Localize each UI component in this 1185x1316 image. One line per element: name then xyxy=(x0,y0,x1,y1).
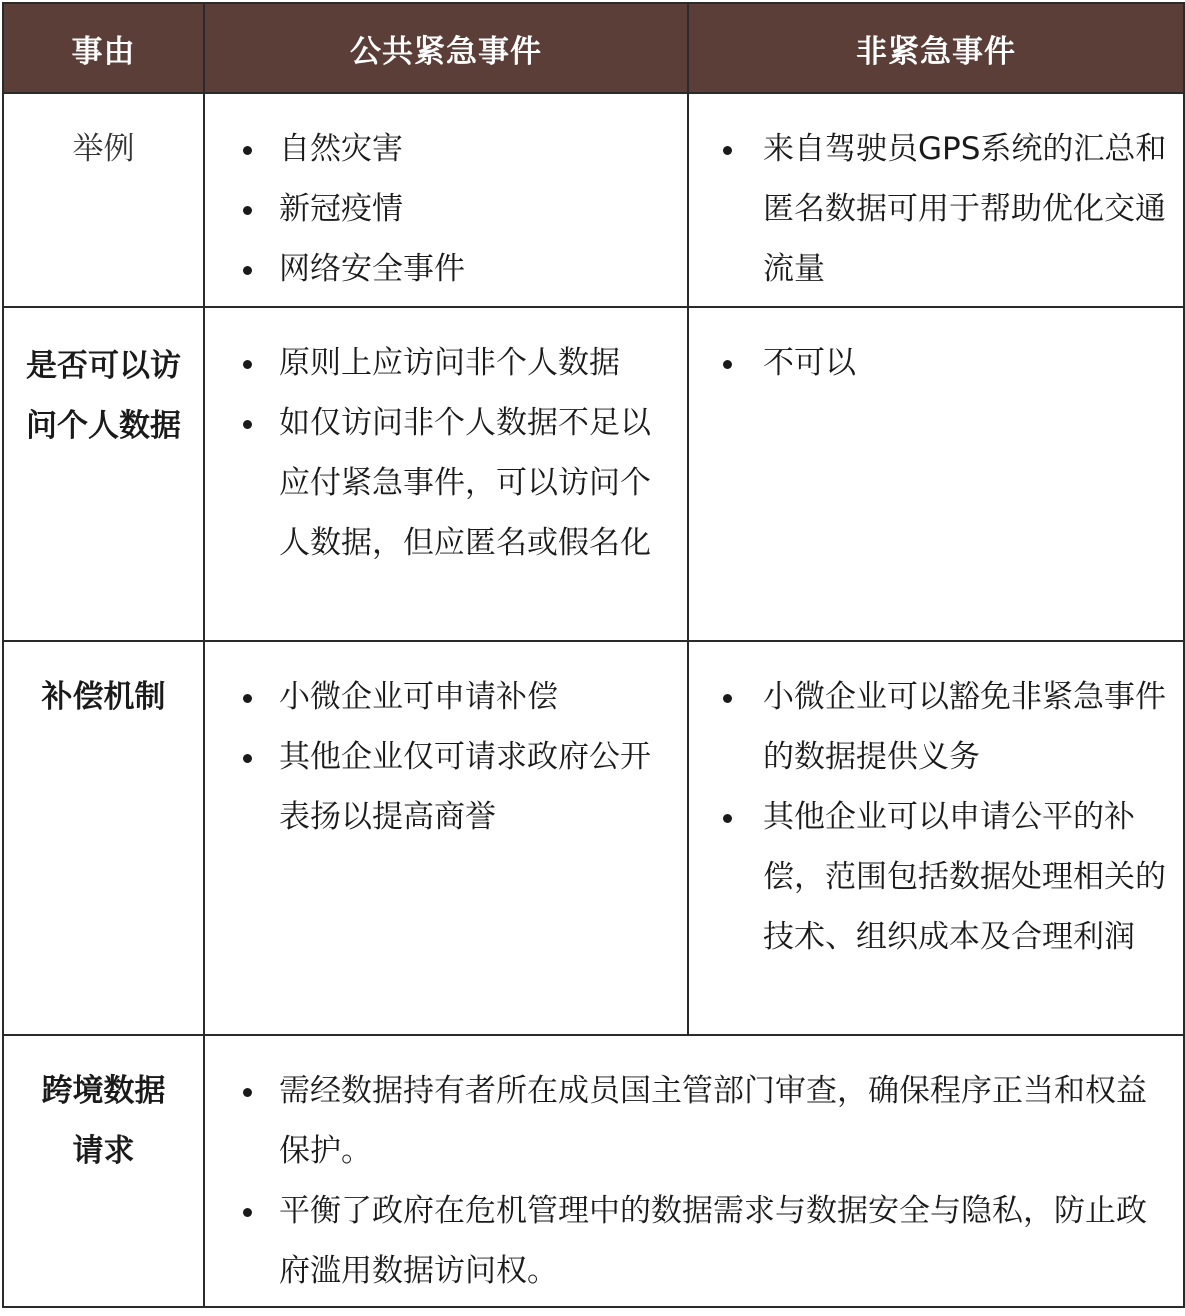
public-cell xyxy=(204,93,688,307)
list-item: 网络安全事件 xyxy=(227,239,657,299)
list-item: 新冠疫情 xyxy=(227,179,657,239)
list-item: 不可以 xyxy=(707,333,1173,393)
public-cell xyxy=(204,307,688,641)
list-item: 自然灾害 xyxy=(227,119,657,179)
header-non-emergency: 非紧急事件 xyxy=(688,3,1184,93)
comparison-table xyxy=(2,2,1185,1308)
list-item: 其他企业仅可请求政府公开表扬以提高商誉 xyxy=(227,727,657,847)
row-label-compensation: 补偿机制 xyxy=(41,679,166,715)
bullet-icon xyxy=(707,787,747,847)
row-examples xyxy=(3,93,1184,307)
bullet-icon xyxy=(227,1061,267,1121)
bullet-icon xyxy=(227,239,267,299)
bullet-list xyxy=(205,1036,1183,1301)
list-item: 平衡了政府在危机管理中的数据需求与数据安全与隐私，防止政府滥用数据访问权。 xyxy=(227,1181,1153,1301)
list-item: 原则上应访问非个人数据 xyxy=(227,333,657,393)
list-item: 如仅访问非个人数据不足以应付紧急事件，可以访问个人数据，但应匿名或假名化 xyxy=(227,393,657,573)
header-row xyxy=(3,3,1184,93)
bullet-icon xyxy=(227,333,267,393)
row-label-cross-border: 跨境数据请求 xyxy=(41,1073,166,1169)
bullet-icon xyxy=(707,333,747,393)
bullet-icon xyxy=(227,667,267,727)
bullet-list xyxy=(205,94,687,299)
row-label-cell xyxy=(3,93,204,307)
bullet-icon xyxy=(227,393,267,453)
row-label-cell xyxy=(3,641,204,1035)
list-item: 小微企业可以豁免非紧急事件的数据提供义务 xyxy=(707,667,1173,787)
public-cell xyxy=(204,641,688,1035)
bullet-list xyxy=(205,642,687,847)
bullet-list xyxy=(689,308,1183,393)
row-label-personal-data: 是否可以访问个人数据 xyxy=(26,348,181,444)
non-emergency-cell xyxy=(688,307,1184,641)
bullet-icon xyxy=(707,667,747,727)
header-public-emergency: 公共紧急事件 xyxy=(204,3,688,93)
row-label-cell xyxy=(3,1035,204,1307)
row-compensation xyxy=(3,641,1184,1035)
list-item: 小微企业可申请补偿 xyxy=(227,667,657,727)
list-item: 其他企业可以申请公平的补偿，范围包括数据处理相关的技术、组织成本及合理利润 xyxy=(707,787,1173,967)
bullet-icon xyxy=(227,727,267,787)
list-item: 需经数据持有者所在成员国主管部门审查，确保程序正当和权益保护。 xyxy=(227,1061,1153,1181)
header-reason: 事由 xyxy=(3,3,204,93)
row-label-cell xyxy=(3,307,204,641)
bullet-icon xyxy=(227,119,267,179)
non-emergency-cell xyxy=(688,641,1184,1035)
list-item: 来自驾驶员GPS系统的汇总和匿名数据可用于帮助优化交通流量 xyxy=(707,119,1173,299)
bullet-list xyxy=(205,308,687,573)
bullet-list xyxy=(689,642,1183,967)
bullet-icon xyxy=(227,1181,267,1241)
row-personal-data-access xyxy=(3,307,1184,641)
non-emergency-cell xyxy=(688,93,1184,307)
bullet-list xyxy=(689,94,1183,299)
row-cross-border xyxy=(3,1035,1184,1307)
bullet-icon xyxy=(227,179,267,239)
bullet-icon xyxy=(707,119,747,179)
row-label-examples: 举例 xyxy=(72,131,135,167)
merged-cell xyxy=(204,1035,1184,1307)
